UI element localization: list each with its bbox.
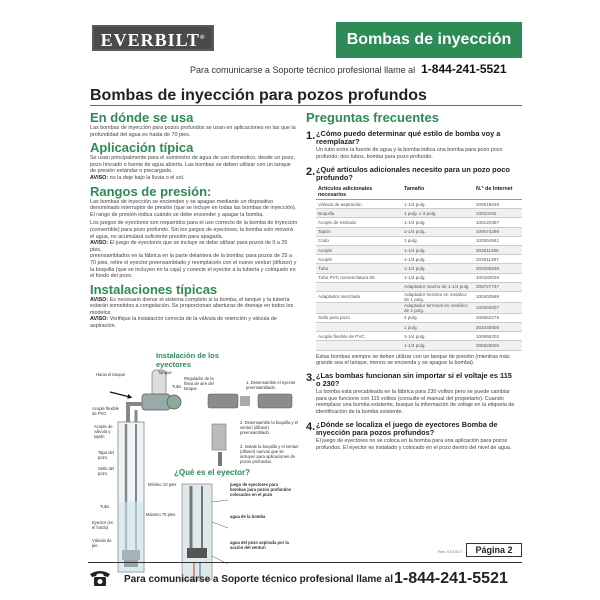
- table-row: [316, 341, 522, 350]
- table-row: [316, 255, 522, 264]
- left-column: [90, 108, 298, 330]
- table-cell: 1-1/4 pulg.: [402, 255, 474, 264]
- label-suction-water: agua del pozo aspirada por la acción del venturi: [230, 540, 289, 550]
- label-regulator: Regulador de la línea de aire del tanque: [184, 376, 214, 391]
- table-cell: Acople flexible de PVC: [316, 332, 402, 341]
- phone-icon: [88, 568, 112, 588]
- page-header: [0, 0, 600, 80]
- section-typical-application-warning: AVISO: no la deje bajo la lluvia o el sol.: [90, 174, 185, 181]
- faq-answer-1: Un tubo entre la fuente de agua y la bomba indica una bomba para pozo poco profundo; dos tubos, bomba para pozo profundo.: [316, 147, 503, 160]
- table-cell: 4 pulg.: [402, 313, 474, 322]
- table-cell: [316, 282, 402, 291]
- table-row: [316, 302, 522, 313]
- table-row: [316, 227, 522, 236]
- table-cell: 1-1/4 pulg.: [402, 245, 474, 254]
- table-cell: 203611387: [474, 255, 522, 264]
- section-pressure-range-body2: Los juegos de eyectores son requeridos para el uso correcto de la bomba de inyección (convertible) para pozo profundo. Sin los juegos de eyectores, la bomba solo moverá el agua, no acumulará suficiente presión para apagarla.: [90, 220, 298, 240]
- faq-question-4: 4. ¿Dónde se localiza el juego de eyectores Bomba de inyección para pozos profundos?: [306, 419, 498, 437]
- section-typical-install-title: Instalaciones típicas: [90, 281, 218, 297]
- table-cell: 10010102: [474, 209, 522, 218]
- table-header: Tamaño: [402, 185, 474, 200]
- table-header: Artículos adicionales necesarios: [316, 185, 402, 200]
- table-cell: Adaptador mezclado: [316, 291, 402, 302]
- table-cell: 100120397: [474, 218, 522, 227]
- table-cell: 100404007: [474, 302, 522, 313]
- table-cell: 203611385: [474, 245, 522, 254]
- table-cell: 205616048: [474, 200, 522, 209]
- table-cell: 1-1/4 pulg.: [402, 200, 474, 209]
- table-cell: 1 pulg. x 3 pulg.: [402, 209, 474, 218]
- table-cell: 1-1/4 pulg.: [402, 218, 474, 227]
- table-cell: Tubo PVC nomenclatura 80: [316, 273, 402, 282]
- table-cell: 1 pulg.: [402, 323, 474, 332]
- table-cell: 205727747: [474, 282, 522, 291]
- page-footer: [88, 566, 528, 592]
- table-cell: Tubo: [316, 264, 402, 273]
- faq-title: Preguntas frecuentes: [306, 110, 439, 125]
- table-cell: 1-1/4 pulg.: [402, 332, 474, 341]
- ejector-question: ¿Qué es el eyector?: [174, 468, 251, 477]
- faq-question-1: 1. ¿Cómo puedo determinar qué estilo de bomba voy a reemplazar?: [306, 129, 501, 147]
- table-cell: 206826606: [474, 341, 522, 350]
- table-row: [316, 200, 522, 209]
- label-min-10: Mínimo 10 pies: [148, 482, 177, 487]
- diagram-title: Instalación de los eyectores: [156, 351, 219, 369]
- table-cell: Boquilla: [316, 209, 402, 218]
- faq-question-2: 2. ¿Qué artículos adicionales necesito para un pozo poco profundo?: [306, 164, 510, 182]
- table-cell: Adaptador macho de 1-1/4 pulg.: [402, 282, 474, 291]
- label-pump-water: agua de la bomba: [230, 514, 266, 519]
- table-row: [316, 209, 522, 218]
- label-pvc-adapter: Acople flexible de PVC: [92, 406, 120, 416]
- footer-phone[interactable]: 1-844-241-5521: [394, 570, 508, 587]
- table-cell: Tapón: [316, 227, 402, 236]
- table-cell: [316, 302, 402, 313]
- table-cell: Acople: [316, 255, 402, 264]
- table-row: [316, 264, 522, 273]
- section-pressure-range-title: Rangos de presión:: [90, 183, 212, 199]
- document-title: Bombas de inyección para pozos profundos: [90, 87, 427, 104]
- label-step3: 3. Instale la boquilla y el venturi (difusor) nuevos que se incluyen para aplicaciones de pozos profundos.: [240, 444, 299, 464]
- section-where-used-title: En dónde se usa: [90, 110, 194, 125]
- table-cell: 1-1/4 pulg.: [402, 341, 474, 350]
- table-cell: 1-1/4 pulg.: [402, 273, 474, 282]
- table-cell: Sello para pozo: [316, 313, 402, 322]
- table-row: [316, 313, 522, 322]
- label-check-valve: Acople de válvula y tapón: [94, 424, 113, 439]
- label-tube: Tubo: [172, 384, 182, 389]
- section-typical-application-title: Aplicación típica: [90, 140, 194, 156]
- table-row: [316, 218, 522, 227]
- footer-support-text: Para comunicarse a Soporte técnico profesional llame al: [124, 574, 393, 585]
- pump-shape: [142, 394, 170, 410]
- table-cell: Acople: [316, 245, 402, 254]
- table-row: [316, 323, 522, 332]
- table-cell: 206652279: [474, 313, 522, 322]
- header-support-line: Para comunicarse a Soporte técnico profesional llame al 1-844-241-5521: [190, 62, 507, 76]
- section-typical-install-warning1: AVISO: Es necesario drenar el sistema completo si la bomba, el tanque y la tubería estarán sometidos a congelación. Se proporcionan aberturas de drenaje en todos los modelos.: [90, 296, 294, 316]
- faq-answer-4: El juego de eyectores no se coloca en la bomba para una aplicación para pozos profundos. El eyector es instalado y colocado en el pozo dentro del nivel de agua.: [316, 438, 512, 451]
- label-ejector-kit: juego de eyectores para bombas para pozos profundos colocados en el pozo: [230, 482, 292, 497]
- table-cell: Válvula de aspiración: [316, 200, 402, 209]
- footer-divider: [88, 562, 522, 563]
- table-row: [316, 236, 522, 245]
- label-pipe: Tubo: [100, 504, 110, 509]
- faq-question-3: 3. ¿Las bombas funcionan sin importar si el voltaje es 115 o 230?: [306, 370, 512, 389]
- table-row: [316, 273, 522, 282]
- table-cell: Acople de estriado: [316, 218, 402, 227]
- label-well-cap: Tapa del pozo: [98, 450, 114, 460]
- right-column: [306, 108, 522, 451]
- label-well: Sello del pozo: [98, 466, 115, 476]
- section-typical-application-body: Se usan principalmente para el suministro de agua de uso doméstico, desde un pozo, pozo hincado o fuente de agua abierta. Las bombas se deben utilizar con un tanque de presión estándar o precargado.: [90, 155, 295, 175]
- table-cell: 100064941: [474, 236, 522, 245]
- everbilt-logo: EVERBILT®: [92, 25, 214, 51]
- revision-date: Rev. 02/15/17: [438, 549, 463, 554]
- table-cell: 202245605: [474, 323, 522, 332]
- title-divider: [90, 105, 522, 106]
- label-to-tank: Hacia el tanque: [96, 372, 126, 377]
- faq-answer-3: La bomba está precableada en la fábrica para 230 voltios pero se puede cambiar para que funcione con 115 voltios (consulte el manual del propietario). Cuando reemplace una bomba existente, busque la información de voltaje en la etiqueta de identificación de la bomba existente.: [316, 389, 515, 415]
- table-cell: 1-1/4 pulg.: [402, 227, 474, 236]
- label-max-70: Máximo 70 pies: [146, 512, 176, 517]
- table-row: [316, 332, 522, 341]
- label-step1: 1. Desensamble el eyector preensamblado.: [246, 380, 296, 390]
- table-cell: 1-1/4 pulg.: [402, 264, 474, 273]
- table-cell: Codo: [316, 236, 402, 245]
- page-number: Página 2: [466, 543, 522, 557]
- table-cell: Adaptador terminal en metálico de 1 pulg.: [402, 302, 474, 313]
- table-row: [316, 282, 522, 291]
- table-cell: Adaptador hembra en metálico de 1 pulg.: [402, 291, 474, 302]
- table-row: [316, 245, 522, 254]
- table-cell: 202280838: [474, 264, 522, 273]
- section-where-used-body: Las bombas de inyección para pozos profundos se usan en aplicaciones en las que la profundidad del agua es hasta de 70 pies.: [90, 125, 296, 138]
- label-foot-valve: Válvula de pie: [92, 538, 112, 548]
- table-cell: 1 pulg.: [402, 236, 474, 245]
- table-header: N.° de Internet: [474, 185, 522, 200]
- header-phone[interactable]: 1-844-241-5521: [421, 62, 507, 76]
- table-cell: 100655202: [474, 332, 522, 341]
- header-title: Bombas de inyección: [336, 22, 522, 58]
- label-step2: 2. Desensamble la boquilla y el venturi (difusor) preensamblado.: [240, 420, 298, 435]
- table-note: Estas bombas siempre se deben utilizar con un tanque de presión (mientras más grande sea el tanque, menos se encienda y se apague la bomba).: [316, 353, 510, 367]
- section-pressure-range-body3: preensamblados en la fábrica en la parte delantera de la bomba; para pozos de 25 a 70 pies, retire el eyector preensamblado y reemplácelo con el nuevo venturi (difusor) y la boquilla (que se incluyen en la caja) y conecte el eyector a la tubería y colóquelo en el fondo del pozo.: [90, 253, 297, 280]
- table-cell: 100074298: [474, 227, 522, 236]
- label-ejector: Eyector (en el fondo): [92, 520, 114, 530]
- table-cell: [316, 323, 402, 332]
- items-table: [316, 185, 522, 351]
- section-pressure-range-body1: Las bombas de inyección se encienden y se apagan mediante un dispositivo denominado interruptor de presión (que se incluye en todas las bombas de inyección). El rango de presión indica cuándo se debe encender y apagar la bomba.: [90, 198, 297, 218]
- table-cell: 100182026: [474, 273, 522, 282]
- table-cell: 100403599: [474, 291, 522, 302]
- label-tank: Tanque: [158, 370, 172, 375]
- table-cell: [316, 341, 402, 350]
- section-typical-install-warning2: AVISO: Verifique la instalación correcta de la válvula de retención y válvula de aspiración.: [90, 316, 277, 330]
- section-pressure-range-warning: AVISO: El juego de eyectores que se incluye se debe utilizar para pozos de 0 a 25 pies,: [90, 240, 288, 253]
- table-row: [316, 291, 522, 302]
